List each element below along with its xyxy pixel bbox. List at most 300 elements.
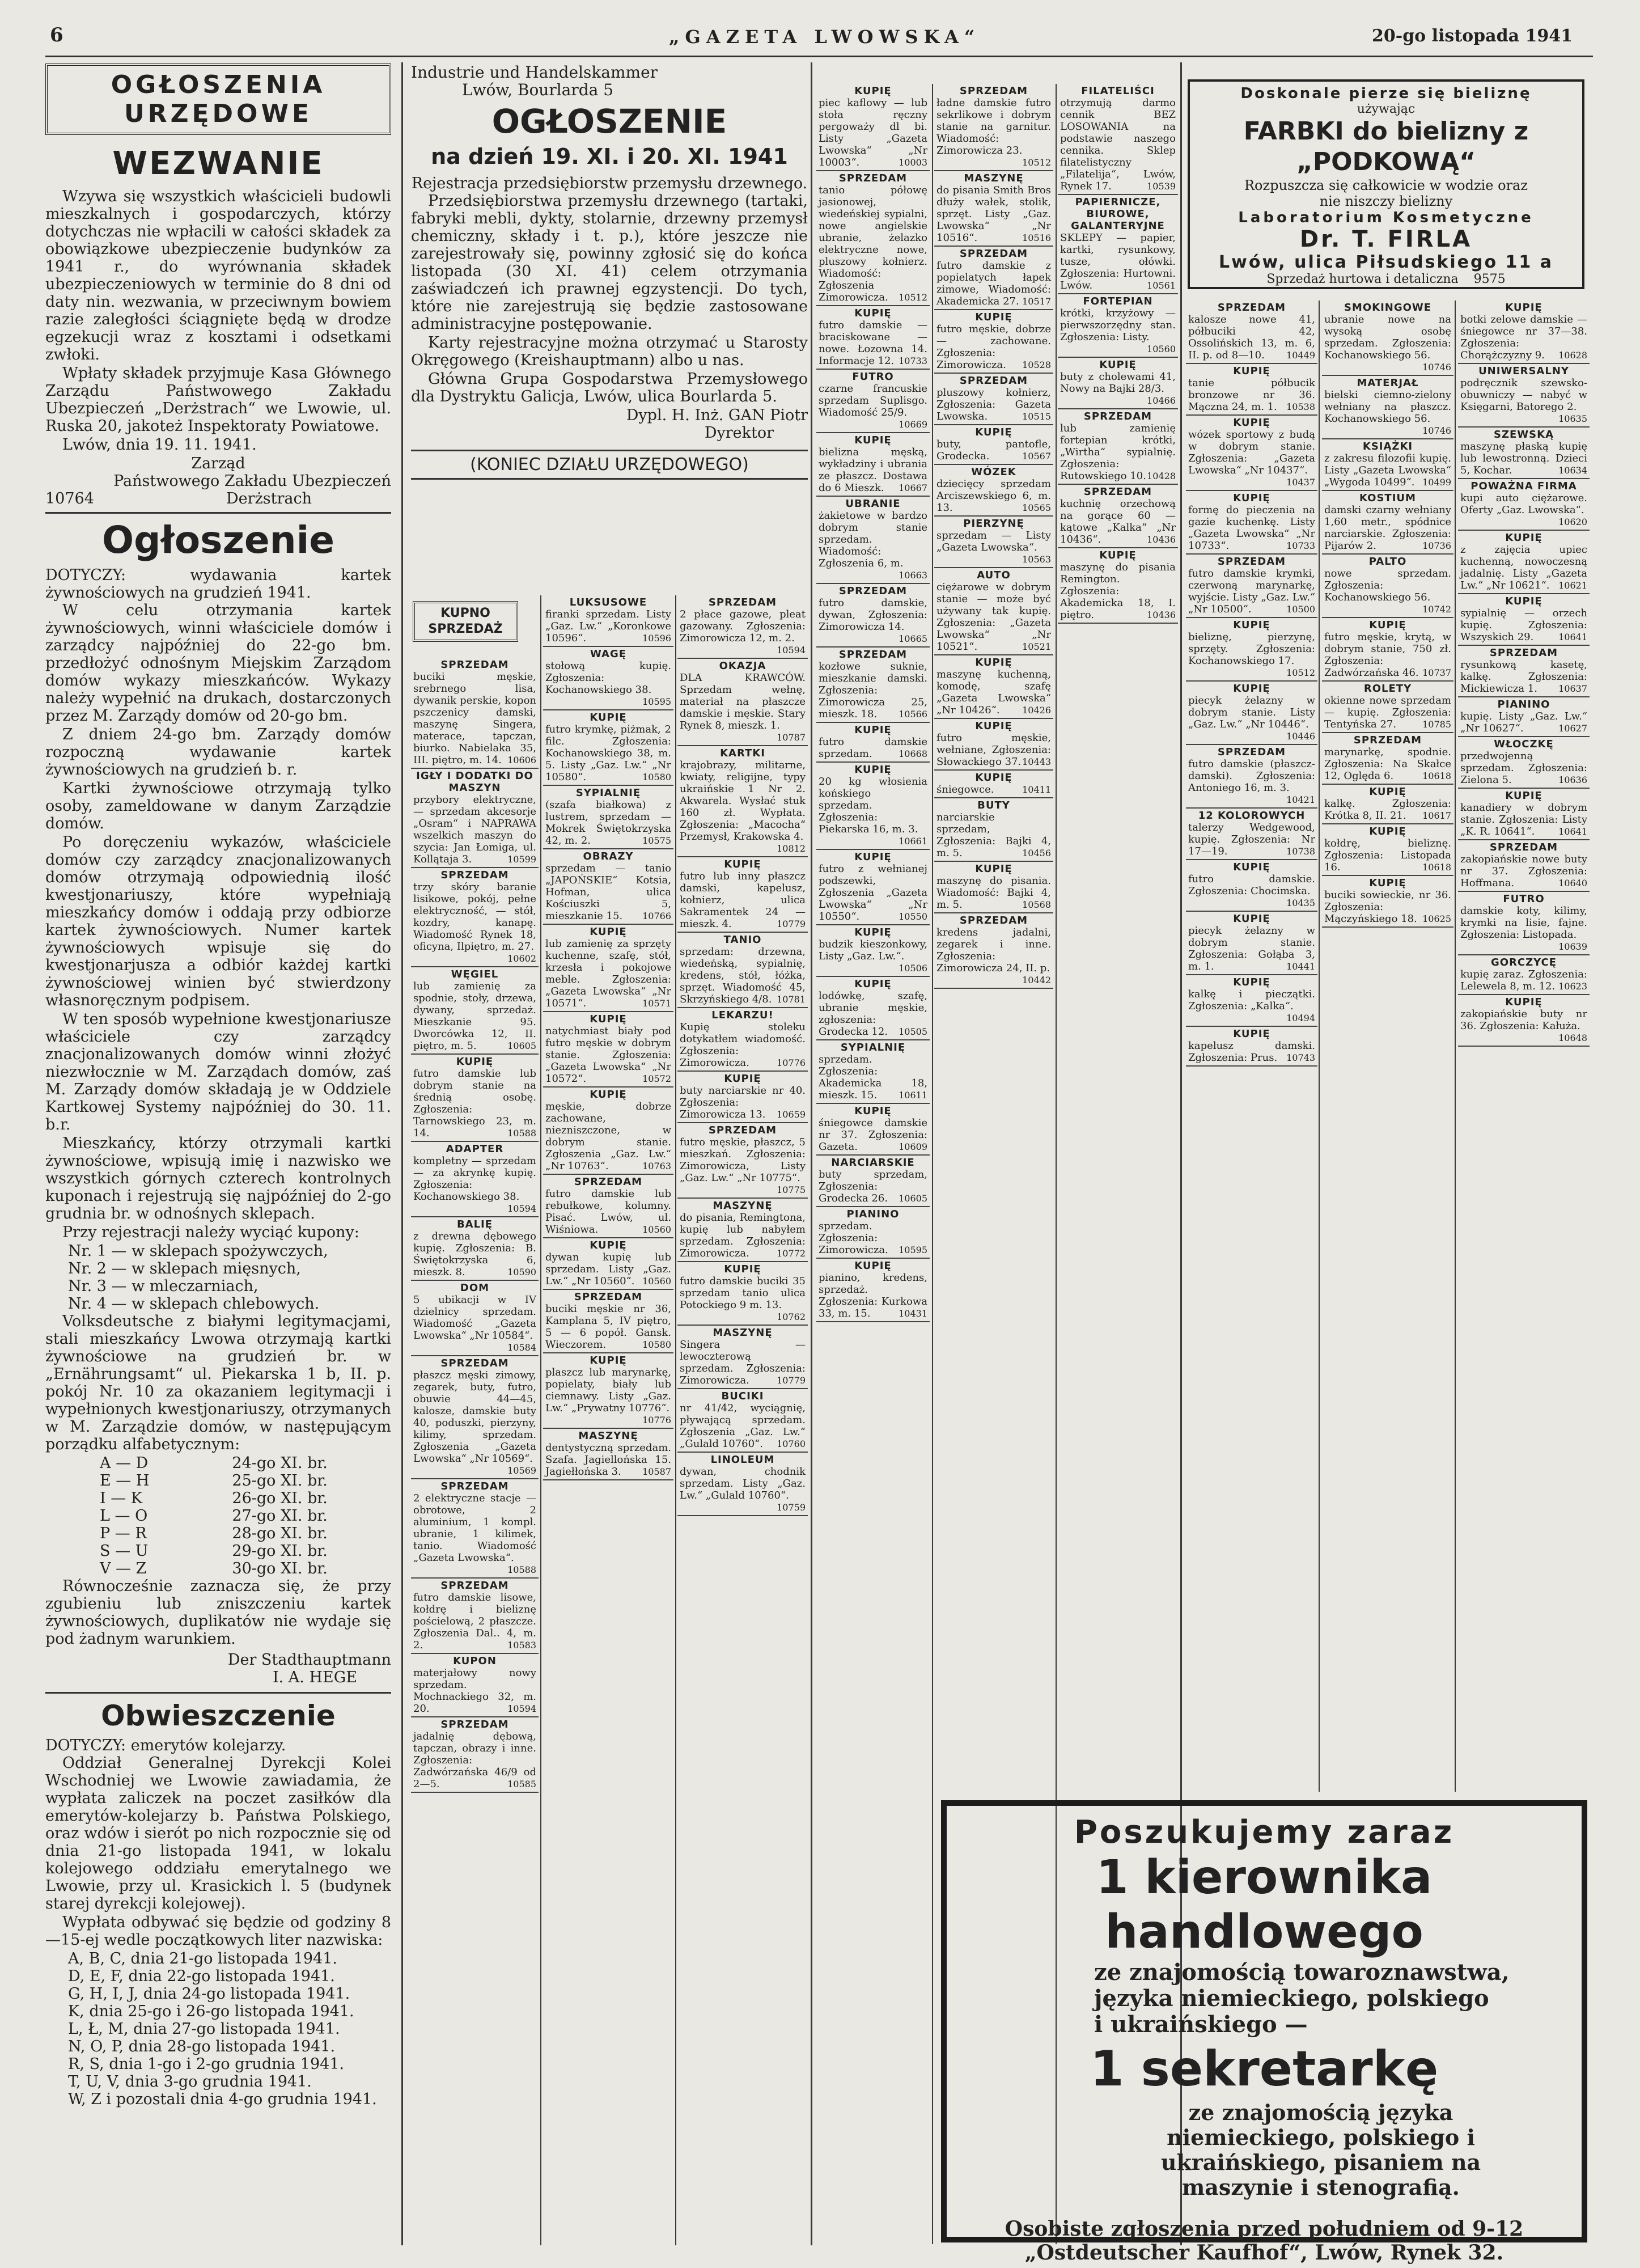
ad-line: Laboratorium Kosmetyczne: [1238, 209, 1534, 226]
classified-text: kozłowe suknie, mieszkanie damski. Zgłoszenia: Zimorowicza 25, mieszk. 18.: [819, 661, 927, 720]
classified-text: z zajęcia upiec kuchenną, nowoczesną jadalnię. Listy „Gazeta Lw.“ „Nr 10621“.: [1460, 544, 1587, 591]
classified-text: ubranie nowe na wysoką osobę sprzedam. Zgłoszenia: Kochanowskiego 56.: [1324, 314, 1451, 361]
ogloszenie-p6: Mieszkańcy, którzy otrzymali kartki żywnościowe, wpisują imię i nazwisko we wszystkich górnych czterech kontrolnych kuponach i rejestrują się najpóźniej do 2-go grudnia br. w odnośnych sklepach.: [45, 1135, 391, 1222]
classified-text: lub zamienię fortepian krótki, „Wirtha“ sypialnię. Zgłoszenia: Rutowskiego 10.: [1060, 422, 1176, 482]
classified-ref-number: 10566: [899, 709, 927, 720]
classified-heading: LINOLEUM: [710, 1454, 775, 1466]
classified-ref-number: 10561: [1147, 280, 1176, 291]
classified-text: piecyk żelazny w dobrym stanie. Zgłoszenia: Gołąba 3, m. 1.: [1188, 925, 1315, 972]
classified-text: pluszowy kołnierz, Zgłoszenia: Gazeta Lwowska.: [936, 387, 1051, 422]
job-contact: Osobiste zgłoszenia przed południem od 9-12: [1005, 2217, 1524, 2241]
classified-ref-number: 10583: [507, 1640, 536, 1651]
classified-heading: SPRZEDAM: [1489, 841, 1558, 853]
classified-heading: KUPIĘ: [1505, 302, 1542, 314]
classified-heading: KUPIĘ: [975, 657, 1012, 668]
classified-heading: KUPIĘ: [854, 1260, 892, 1272]
classified-ad: [816, 1156, 930, 1207]
classified-ad: [1458, 697, 1590, 737]
schedule-range: V — Z: [100, 1560, 147, 1577]
classified-ad: [1322, 555, 1453, 618]
classified-ref-number: 10661: [899, 836, 927, 847]
classified-text: podręcznik szewsko-obuwniczy — nabyć w Księgarni, Batorego 2.: [1460, 377, 1587, 413]
schedule-date: 30-go XI. br.: [232, 1560, 328, 1577]
classified-heading: MASZYNĘ: [713, 1200, 773, 1212]
wezwanie-sign-2: Państwowego Zakładu Ubezpieczeń: [113, 472, 391, 490]
classified-ad: [543, 1238, 673, 1290]
classified-text: buty, pantofle, Grodecka.: [936, 438, 1051, 462]
schedule-range: L — O: [100, 1507, 148, 1525]
column-rule: [540, 595, 541, 2245]
classifieds-col-2: [543, 595, 673, 2245]
classified-ad: [816, 1207, 930, 1259]
notice-title: OGŁOSZENIE: [491, 102, 727, 141]
classified-ad: [411, 658, 539, 769]
wezwanie-para-2: Wpłaty składek przyjmuje Kasa Głównego Zarządu Państwowego Zakładu Ubezpieczeń „Derżstrach“ we Lwowie, ul. Ruska 20, jakoteż Inspektoraty Powiatowe.: [45, 365, 391, 435]
column-rule: [675, 595, 676, 2245]
payment-date-item: T, U, V, dnia 3-go grudnia 1941.: [68, 2073, 312, 2091]
classified-ref-number: 10517: [1022, 296, 1051, 307]
classified-ad: [816, 433, 930, 497]
ad-ref: 9575: [1473, 272, 1506, 286]
classified-ref-number: 10428: [1147, 471, 1176, 481]
classified-heading: BUTY: [977, 799, 1010, 811]
classified-ad: [934, 798, 1053, 862]
classified-ad: [1458, 955, 1590, 995]
classified-ref-number: 10620: [1558, 517, 1587, 527]
classified-ad: [816, 584, 930, 648]
classified-text: z drewna dębowego kupię. Zgłoszenia: B. Świętokrzyska 6, mieszk. 8.: [413, 1230, 536, 1278]
classified-ref-number: 10560: [642, 1276, 671, 1287]
classified-text: kapelusz damski. Zgłoszenia: Prus.: [1188, 1040, 1315, 1064]
classified-text: płaszcz męski zimowy, zegarek, buty, futro, obuwie 44—45, kalosze, damskie buty 40, poduszki, pierzyny, kilimy, sprzedam. Zgłoszenia „Gazeta Lwowska“ „Nr 10569“.: [413, 1369, 536, 1465]
classified-text: piecyk żelazny w dobrym stanie. Listy „Gaz. Lw.“ „Nr 10446“.: [1188, 695, 1315, 730]
classified-ad: [934, 425, 1053, 465]
classified-text: kalosze nowe 41, półbuciki 42, Ossolińskich 13, m. 6, II. p. od 8—10.: [1188, 314, 1315, 361]
classified-ref-number: 10442: [1022, 975, 1051, 985]
classified-ad: [677, 1326, 808, 1389]
job-ad: [941, 1800, 1587, 2265]
classified-text: sprzedam: drzewna, wiedeńską, sypialnię, kredens, stół, łóżka, sprzęt. Wiadomość 45, Skrzyńskiego 4/8.: [680, 946, 806, 1005]
classified-ref-number: 10515: [1022, 411, 1051, 422]
classified-heading: ROLETY: [1363, 683, 1412, 695]
classified-heading: SPRZEDAM: [1353, 734, 1422, 746]
classified-ref-number: 10635: [1558, 413, 1587, 424]
notice-p3: Główna Grupa Gospodarstwa Przemysłowego dla Dystryktu Galicja, Lwów, ulica Bourlarda 5.: [411, 370, 808, 405]
classified-text: Kupię stoleku dotykatłem wiadomość. Zgłoszenia: Zimorowicza.: [680, 1021, 806, 1069]
classified-text: buciki sowieckie, nr 36. Zgłoszenia: Mączyńskiego 18.: [1324, 889, 1451, 925]
classified-ad: [816, 370, 930, 433]
classified-text: trzy skóry baranie lisikowe, pokój, pełne elektryczność, — stół, kozdry, kanapę. Wiadomość Rynek 18, oficyna, Ilpiętro, m. 27.: [413, 881, 536, 953]
classified-ref-number: 10812: [777, 843, 806, 854]
classified-ad: [543, 786, 673, 849]
classified-ref-number: 10431: [899, 1308, 927, 1319]
schedule-table: [96, 1454, 331, 1577]
classified-text: zakopiańskie nowe buty nr 37. Zgłoszenia: Hoffmana.: [1460, 853, 1587, 889]
classified-ad: [411, 868, 539, 967]
classified-heading: KUPIĘ: [854, 724, 892, 736]
classified-ad: [411, 1281, 539, 1356]
classified-heading: KSIĄŻKI: [1362, 441, 1413, 452]
classifieds-col-3: [677, 595, 808, 2245]
kupon-item: Nr. 4 — w sklepach chlebowych.: [68, 1295, 320, 1313]
classified-heading: KUPIĘ: [854, 307, 892, 319]
classified-text: lub zamienię za sprzęty kuchenne, szafę, stół, krzesła i pokojowe meble. Zgłoszenia: „Gazeta Lwowska“ „Nr 10571“.: [545, 938, 671, 1009]
schedule-range: S — U: [100, 1542, 149, 1560]
classified-text: z zakresu filozofii kupię. Listy „Gazeta Lwowska“ „Wygoda 10499“.: [1324, 452, 1451, 488]
classified-ref-number: 10736: [1422, 540, 1451, 551]
classified-heading: SPRZEDAM: [708, 596, 777, 608]
job-req: ze znajomością towaroznawstwa,: [1094, 1959, 1510, 1986]
classified-ref-number: 10618: [1422, 771, 1451, 781]
classified-heading: WĘGIEL: [451, 968, 499, 980]
classified-text: DLA KRAWCÓW. Sprzedam wełnę, materiał na płaszcze damskie i męskie. Stary Rynek 8, mieszk. 1.: [680, 672, 806, 731]
end-of-section: (KONIEC DZIAŁU URZĘDOWEGO): [411, 450, 808, 480]
classified-ad: [816, 763, 930, 850]
ogloszenie-p3: Kartki żywnościowe otrzymają tylko osoby, zameldowane w danym Zarządzie domów.: [45, 780, 391, 832]
classified-text: kołdrę, bieliznę. Zgłoszenia: Listopada 16.: [1324, 837, 1451, 873]
classified-ref-number: 10648: [1558, 1033, 1587, 1043]
classified-text: rysunkową kasetę, kalkę. Zgłoszenia: Mickiewicza 1.: [1460, 659, 1587, 695]
classified-ad: [677, 1199, 808, 1262]
classified-heading: SPRZEDAM: [440, 1357, 509, 1369]
classified-text: formę do pieczenia na gazie kuchenkę. Listy „Gazeta Lwowska“ „Nr 10733“.: [1188, 504, 1315, 552]
classified-ad: [1322, 439, 1453, 491]
classified-heading: WAGĘ: [590, 648, 627, 660]
classified-heading: SPRZEDAM: [574, 1176, 643, 1188]
classified-heading: KUPIĘ: [1233, 492, 1270, 504]
classified-ad: [934, 374, 1053, 425]
classifieds-col-7: [1186, 301, 1317, 1792]
classified-text: 2 elektryczne stacje — obrotowe, 2 aluminium, 1 kompl. ubranie, 1 kilimek, tanio. Wiadomość „Gazeta Lwowska“.: [413, 1492, 536, 1564]
job-req: i ukraińskiego —: [1094, 2011, 1308, 2038]
classified-text: kalkę. Zgłoszenia: Krótka 8, II. 21.: [1324, 798, 1451, 822]
classified-text: do pisania Smith Bros dłuży wałek, stolik, sprzęt. Listy „Gaz. Lwowska“ „Nr 10516“.: [936, 184, 1051, 244]
classified-heading: SPRZEDAM: [838, 585, 908, 597]
classified-ad: [1186, 682, 1317, 745]
classified-ad: [677, 1123, 808, 1199]
classified-heading: KOSTIUM: [1359, 492, 1416, 504]
classified-heading: MATERJAŁ: [1357, 377, 1419, 389]
schedule-row: [96, 1560, 331, 1577]
classified-ref-number: 10584: [507, 1342, 536, 1353]
classified-ref-number: 10605: [899, 1193, 927, 1204]
classified-heading: KUPIĘ: [1233, 976, 1270, 988]
classified-heading: KUPIĘ: [590, 1089, 627, 1101]
classified-ref-number: 10506: [899, 963, 927, 974]
classified-ref-number: 10588: [507, 1564, 536, 1575]
classified-ref-number: 10596: [642, 633, 671, 644]
classified-heading: KUPIĘ: [975, 311, 1012, 323]
classified-ad: [1186, 912, 1317, 975]
classified-ad: [816, 850, 930, 925]
classified-ref-number: 10568: [1022, 899, 1051, 910]
payment-date-item: D, E, F, dnia 22-go listopada 1941.: [68, 1967, 335, 1985]
ogloszenie-dotyczy: DOTYCZY: wydawania kartek żywnościowych na grudzień 1941.: [45, 566, 391, 602]
classified-heading: UNIWERSALNY: [1478, 365, 1569, 377]
classified-ad: [934, 568, 1053, 655]
classified-text: firanki sprzedam. Listy „Gaz. Lw.“ „Koronkowe 10596“.: [545, 608, 671, 644]
classified-ref-number: 10595: [642, 696, 671, 707]
divider: [45, 512, 391, 514]
classified-heading: SPRZEDAM: [1083, 411, 1152, 422]
classified-ref-number: 10625: [1422, 913, 1451, 924]
classified-ref-number: 10641: [1558, 632, 1587, 642]
classified-ref-number: 10628: [1558, 350, 1587, 361]
classified-text: marynarkę, spodnie. Zgłoszenia: Na Skałce 12, Oględa 6.: [1324, 746, 1451, 782]
classified-text: nowe sprzedam. Zgłoszenia: Kochanowskiego 56.: [1324, 568, 1451, 603]
classified-heading: KUPIĘ: [590, 712, 627, 723]
classified-ref-number: 10003: [899, 157, 927, 168]
classified-heading: KUPIĘ: [1505, 532, 1542, 544]
classified-ad: [816, 84, 930, 171]
classified-ad: [1458, 301, 1590, 364]
classified-ref-number: 10500: [1286, 604, 1315, 615]
classified-ad: [1322, 824, 1453, 876]
classified-ad: [411, 1142, 539, 1217]
ogloszenie-sign-1: Der Stadthauptmann: [227, 1651, 391, 1669]
classified-heading: WŁOCZKĘ: [1494, 738, 1554, 750]
classified-ad: [543, 595, 673, 647]
classified-ref-number: 10505: [899, 1026, 927, 1037]
classified-ad: [1322, 301, 1453, 376]
classified-text: futro krymkę, piżmak, 2 filc. Zgłoszenia: Kochanowskiego 38, m. 5. Listy „Gaz. Lw.“ „Nr 10580“.: [545, 723, 671, 783]
classified-heading: FILATELIŚCI: [1081, 85, 1155, 97]
classified-ad: [1186, 1027, 1317, 1067]
classified-heading: OKAZJA: [719, 660, 766, 672]
classified-heading: KUPIĘ: [1233, 365, 1270, 377]
classified-heading: KUPIĘ: [724, 1073, 761, 1085]
classified-ref-number: 10567: [1022, 451, 1051, 462]
classified-text: futro damskie — braciskowane — nowe. Łozowna 14. Informacje 12.: [819, 319, 927, 367]
classified-heading: OBRAZY: [583, 850, 634, 862]
classified-heading: SPRZEDAM: [959, 248, 1028, 260]
classified-heading: SYPIALNIĘ: [840, 1042, 906, 1053]
classified-text: futro damskie krymki, czerwoną marynarkę, wyjście. Listy „Gaz. Lw.“ „Nr 10500“.: [1188, 568, 1315, 615]
classified-text: maszynę kuchenną, komodę, szafę „Gazeta Lwowska“ „Nr 10426“.: [936, 668, 1051, 716]
classified-heading: KUPIĘ: [1233, 619, 1270, 631]
classified-heading: SPRZEDAM: [440, 1480, 509, 1492]
classified-ref-number: 10787: [777, 732, 806, 743]
classified-ad: [1322, 682, 1453, 733]
notice-body: [411, 175, 808, 442]
classified-ref-number: 10512: [1286, 667, 1315, 678]
classified-heading: MASZYNĘ: [578, 1430, 638, 1442]
classified-ref-number: 10571: [642, 998, 671, 1009]
classified-ad: [1058, 294, 1178, 358]
wezwanie-sign-1: Zarząd: [191, 455, 245, 472]
kupon-item: Nr. 2 — w sklepach mięsnych,: [68, 1260, 301, 1277]
classified-text: bieliznę, pierzynę, sprzęty. Zgłoszenia: Kochanowskiego 17.: [1188, 631, 1315, 667]
classified-ref-number: 10668: [899, 748, 927, 759]
ogloszenie-p4: Po doręczeniu wykazów, właściciele domów czy zarządcy znacjonalizowanych domów otrzymają odpowiednią ilość kwestjonariuszy, które wypełniają mieszkańcy domów i oddają przy odbiorze kartek żywnościowych. Numer kartek żywnościowych wpisuje się do kwestjonarjusza a odbiór każdej kartki żywnościowej winien być stwierdzony własnoręcznym podpisem.: [45, 833, 391, 1009]
classified-text: maszynę do pisania Remington. Zgłoszenia: Akademicka 18, I. piętro.: [1060, 561, 1176, 621]
classified-heading: KUPIĘ: [1233, 683, 1270, 695]
notice-sign-2: Dyrektor: [704, 424, 774, 442]
classified-text: stołową kupię. Zgłoszenia: Kochanowskiego 38.: [545, 660, 671, 696]
classified-text: ciężarowe w dobrym stanie — może być używany tak kupię. Zgłoszenia: „Gazeta Lwowska“ „Nr 10521“.: [936, 581, 1051, 653]
classified-text: pianino, kredens, sprzedaż. Zgłoszenia: Kurkowa 33, m. 15.: [819, 1272, 927, 1319]
classified-heading: KUPIĘ: [1099, 359, 1137, 371]
classified-ad: [411, 1579, 539, 1654]
classified-text: maszynę płaską kupię lub lewostronną. Dzieci 5, Kochar.: [1460, 441, 1587, 476]
classified-heading: SPRZEDAM: [440, 869, 509, 881]
classified-text: futro męskie, krytą, w dobrym stanie, 750 zł. Zgłoszenia: Zadwórzańska 46.: [1324, 631, 1451, 679]
classified-ref-number: 10521: [1022, 641, 1051, 652]
classified-heading: KUPON: [453, 1655, 497, 1667]
classified-ref-number: 10636: [1558, 775, 1587, 785]
classified-ad: [1458, 892, 1590, 955]
notice-sign-1: Dypl. H. Inż. GAN Piotr: [626, 407, 808, 424]
classified-ref-number: 10602: [507, 953, 536, 964]
classified-ref-number: 10785: [1422, 719, 1451, 730]
classified-ad: [816, 497, 930, 584]
classified-ref-number: 10512: [1022, 157, 1051, 168]
classified-heading: ADAPTER: [446, 1143, 504, 1155]
classified-ad: [543, 1088, 673, 1175]
classified-heading: KUPIĘ: [590, 1013, 627, 1025]
classified-ref-number: 10606: [507, 755, 536, 765]
classified-ad: [934, 719, 1053, 771]
ogloszenie-p8: Volksdeutsche z białymi legitymacjami, stali mieszkańcy Lwowa otrzymają kartki żywnościowe na grudzień br. w „Ernährungsamt“ ul. Piekarska 1 b, II. p. pokój Nr. 10 za okazaniem legitymacji i wypełnionych kwestjonariuszy, otrzymanych w M. Zarządzie domów, w następującym porządku alfabetycznym:: [45, 1313, 391, 1453]
classified-ad: [1458, 479, 1590, 531]
classified-ad: [1458, 646, 1590, 697]
classified-heading: SPRZEDAM: [440, 659, 509, 671]
classified-heading: BUCIKI: [721, 1390, 764, 1402]
classified-ad: [1186, 416, 1317, 491]
classified-heading: KUPIĘ: [975, 720, 1012, 732]
classified-heading: SPRZEDAM: [838, 172, 908, 184]
classified-text: Singera — lewoczterową sprzedam. Zgłoszenia: Zimorowicza.: [680, 1339, 806, 1386]
wezwanie-body: [45, 188, 391, 507]
classified-text: przedwojenną sprzedam. Zgłoszenia: Zielona 5.: [1460, 750, 1587, 786]
classified-ad: [1058, 409, 1178, 485]
classified-text: buciki męskie nr 36, Kamplana 5, IV piętro, 5 — 6 popół. Gansk. Wieczorem.: [545, 1303, 671, 1351]
farbki-ad: [1188, 79, 1584, 289]
job-position-2: 1 sekretarkę: [1090, 2041, 1439, 2097]
obwieszczenie-body: [45, 1737, 391, 2108]
ad-name: Dr. T. FIRLA: [1299, 226, 1473, 252]
schedule-date: 26-go XI. br.: [232, 1490, 328, 1507]
classified-heading: SPRZEDAM: [959, 85, 1028, 97]
classified-text: futro z wełnianej podszewki, Zgłoszenia „Gazeta Lwowska“ „Nr 10550“.: [819, 863, 927, 923]
classified-ref-number: 10538: [1286, 401, 1315, 412]
classified-ad: [816, 648, 930, 723]
classified-text: kredens jadalni, zegarek i inne. Zgłoszenia: Zimorowicza 24, II. p.: [936, 926, 1051, 974]
classified-text: maszynę do pisania. Wiadomość: Bajki 4, m. 5.: [936, 875, 1051, 911]
schedule-date: 25-go XI. br.: [232, 1472, 328, 1490]
classified-heading: FUTRO: [852, 371, 894, 383]
classified-text: nr 41/42, wyciągnię, pływającą sprzedam. Zgłoszenia „Gaz. Lw.“ „Gulald 10760“.: [680, 1402, 806, 1450]
classified-heading: KUPIĘ: [1505, 790, 1542, 802]
column-rule: [1455, 301, 1456, 1792]
ogloszenie-sign-2: I. A. HEGE: [272, 1669, 357, 1686]
classified-text: buty z cholewami 41, Nowy na Bajki 28/3.: [1060, 371, 1176, 395]
kupon-item: Nr. 1 — w sklepach spożywczych,: [68, 1242, 328, 1260]
classified-ad: [934, 913, 1053, 989]
classified-heading: SPRZEDAM: [440, 1580, 509, 1592]
classified-heading: SPRZEDAM: [1083, 486, 1152, 498]
classified-ad: [1322, 491, 1453, 555]
classified-heading: KUPIĘ: [1233, 1028, 1270, 1040]
classified-heading: SMOKINGOWE: [1344, 302, 1432, 314]
classified-ad: [543, 1175, 673, 1238]
schedule-range: I — K: [100, 1490, 143, 1507]
classified-ref-number: 10449: [1286, 350, 1315, 361]
classified-heading: KUPIĘ: [854, 434, 892, 446]
classified-text: jadalnię dębową, tapczan, obrazy i inne. Zgłoszenia: Zadwórzańska 46/9 od 2—5.: [413, 1730, 536, 1790]
classified-text: piec kaflowy — lub stoła ręczny pergoważy dl bi. Listy „Gazeta Lwowska“ „Nr 10003“.: [819, 97, 927, 168]
classified-ad: [1186, 809, 1317, 860]
classified-text: ładne damskie futro sekrlikowe i dobrym stanie na garnitur. Wiadomość: Zimorowicza 23.: [936, 97, 1051, 156]
classified-heading: BALIĘ: [456, 1218, 493, 1230]
column-chamber-notice: [411, 64, 808, 574]
schedule-row: [96, 1472, 331, 1490]
classified-text: sprzedam. Zgłoszenia: Akademicka 18, mieszk. 15.: [819, 1053, 927, 1101]
classified-ref-number: 10594: [507, 1703, 536, 1714]
ogloszenie-body: [45, 566, 391, 1686]
classified-text: buciki męskie, srebrnego lisa, dywanik perskie, kopon pszczenicy damski, maszynę Singera, materace, tapczan, biurko. Nabielaka 35, III. piętro, m. 14.: [413, 671, 536, 766]
classified-heading: SPRZEDAM: [708, 1124, 777, 1136]
classified-ref-number: 10611: [899, 1090, 927, 1101]
schedule-row: [96, 1454, 331, 1472]
classified-text: kupię. Listy „Gaz. Lw.“ „Nr 10627“.: [1460, 710, 1587, 734]
notice-subtitle: na dzień 19. XI. i 20. XI. 1941: [431, 144, 788, 169]
classified-ad: [1058, 358, 1178, 409]
classified-ad: [543, 1353, 673, 1429]
classified-ref-number: 10466: [1147, 395, 1176, 406]
schedule-date: 24-go XI. br.: [232, 1454, 328, 1472]
classified-text: futro damskie z popielatych łapek zimowe, Wiadomość: Akademicka 27.: [936, 260, 1051, 307]
classified-heading: KUPIĘ: [854, 851, 892, 863]
classified-heading: DOM: [460, 1282, 490, 1294]
classified-ref-number: 10669: [899, 419, 927, 430]
classified-heading: MASZYNĘ: [964, 172, 1024, 184]
classified-ref-number: 10494: [1286, 1013, 1315, 1023]
job-ad-title: Poszukujemy zaraz: [1074, 1814, 1455, 1851]
classified-heading: MASZYNĘ: [713, 1327, 773, 1339]
payment-date-item: W, Z i pozostali dnia 4-go grudnia 1941.: [68, 2091, 377, 2108]
classified-ref-number: 10528: [1022, 359, 1051, 370]
classified-ref-number: 10762: [777, 1311, 806, 1322]
classified-text: śniegowce.: [936, 784, 994, 796]
classified-text: do pisania, Remingtona, kupię lub nabyłem sprzedam. Zgłoszenia: Zimorowicza.: [680, 1212, 806, 1259]
classified-text: kupi auto ciężarowe. Oferty „Gaz. Lwowska“.: [1460, 492, 1587, 516]
classified-ref-number: 10563: [1022, 554, 1051, 565]
classified-ref-number: 10609: [899, 1141, 927, 1152]
classified-text: otrzymują darmo cennik BEZ LOSOWANIA na podstawie naszego cennika. Sklep filatelistyczny „Filatelija“, Lwów, Rynek 17.: [1060, 97, 1176, 192]
classified-ad: [934, 247, 1053, 310]
classified-ref-number: 10599: [507, 854, 536, 865]
classified-ref-number: 10634: [1558, 465, 1587, 476]
schedule-row: [96, 1525, 331, 1542]
classified-text: kanadiery w dobrym stanie. Zgłoszenia: Listy „K. R. 10641“.: [1460, 802, 1587, 837]
classified-ref-number: 10746: [1422, 362, 1451, 373]
classified-heading: IGŁY I DODATKI DO MASZYN: [416, 770, 533, 794]
classified-ad: [1458, 737, 1590, 789]
divider: [45, 1692, 391, 1694]
classified-ad: [934, 771, 1053, 798]
job-address: „Ostdeutscher Kaufhof“, Lwów, Rynek 32.: [1024, 2241, 1504, 2265]
classified-ref-number: 10775: [777, 1184, 806, 1195]
classified-ad: [1186, 491, 1317, 555]
classified-text: wózek sportowy z budą w dobrym stanie. Zgłoszenia: „Gazeta Lwowska“ „Nr 10437“.: [1188, 429, 1315, 476]
classified-ad: [816, 1104, 930, 1156]
classified-text: bielizna męską, wykładziny i ubrania ze płaszcz. Dostawa do 6 Mieszk.: [819, 446, 927, 494]
schedule-date: 27-go XI. br.: [232, 1507, 328, 1525]
classified-ad: [1322, 876, 1453, 928]
classified-ad: [1058, 84, 1178, 195]
job-req-2: ze znajomością języka niemieckiego, polskiego i ukraińskiego, pisaniem na maszynie i stenografią.: [1160, 2100, 1481, 2200]
